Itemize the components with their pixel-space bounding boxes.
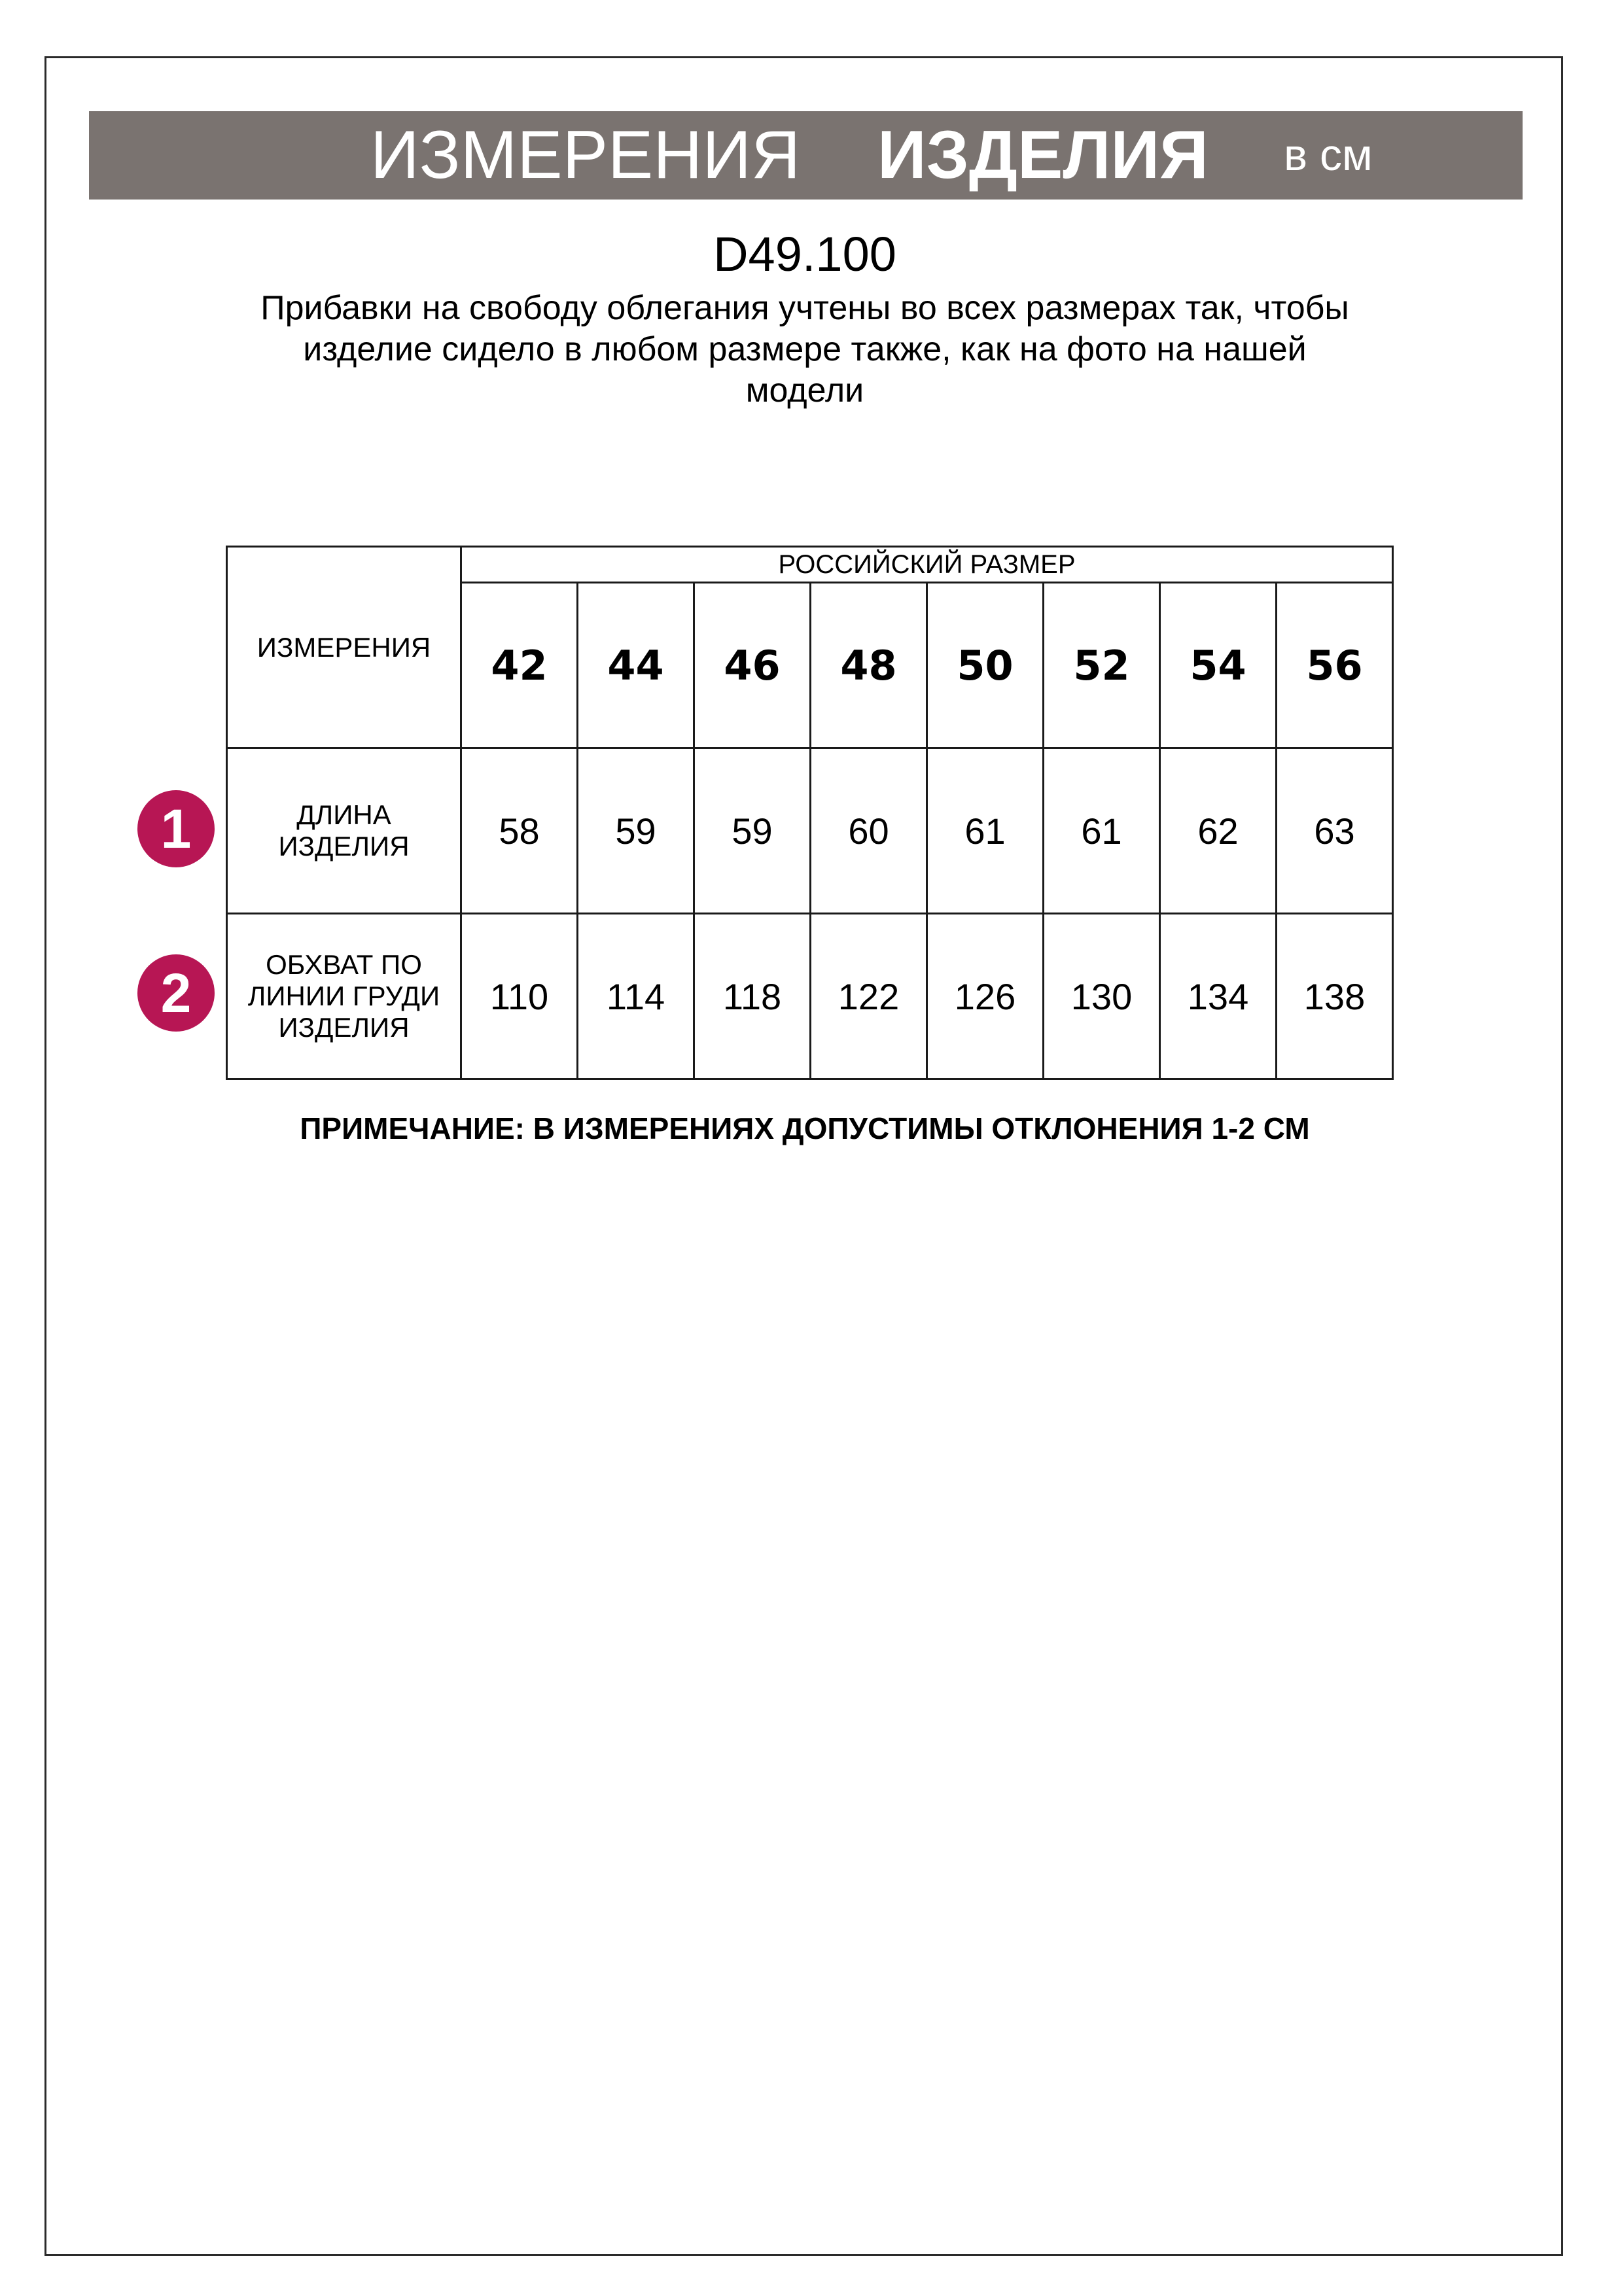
- header-title-regular: ИЗМЕРЕНИЯ: [370, 117, 801, 193]
- size-header: 44: [578, 583, 694, 748]
- intro-line: модели: [745, 372, 864, 409]
- intro-line: Прибавки на свободу облегания учтены во всех размерах так, чтобы: [260, 289, 1349, 327]
- table-cell: 59: [578, 748, 694, 914]
- size-header: 52: [1044, 583, 1160, 748]
- table-cell: 138: [1277, 914, 1393, 1079]
- row-label-line: ЛИНИИ ГРУДИ: [247, 981, 440, 1011]
- row-label-line: ИЗДЕЛИЯ: [278, 1012, 410, 1043]
- size-table: [226, 546, 1394, 1080]
- intro-text: [216, 288, 1394, 411]
- table-cell: 59: [694, 748, 811, 914]
- size-header: 50: [927, 583, 1044, 748]
- table-cell: 61: [1044, 748, 1160, 914]
- table-cell: 114: [578, 914, 694, 1079]
- row-label-chest: [227, 914, 461, 1079]
- table-cell: 60: [811, 748, 927, 914]
- size-group-header: РОССИЙСКИЙ РАЗМЕР: [461, 547, 1393, 583]
- marker-1-badge: 1: [137, 790, 215, 867]
- table-cell: 62: [1160, 748, 1277, 914]
- article-number: D49.100: [713, 227, 896, 281]
- row-label-length: [227, 748, 461, 914]
- header-bar: [89, 111, 1523, 200]
- table-cell: 118: [694, 914, 811, 1079]
- measurements-header: ИЗМЕРЕНИЯ: [227, 547, 461, 748]
- table-row-length: [227, 748, 1393, 914]
- table-cell: 58: [461, 748, 578, 914]
- size-header: 42: [461, 583, 578, 748]
- table-cell: 122: [811, 914, 927, 1079]
- row-label-line: ИЗДЕЛИЯ: [278, 831, 410, 861]
- table-cell: 134: [1160, 914, 1277, 1079]
- row-label-line: ОБХВАТ ПО: [266, 949, 422, 980]
- size-header: 46: [694, 583, 811, 748]
- row-label-line: ДЛИНА: [296, 799, 391, 830]
- table-cell: 126: [927, 914, 1044, 1079]
- header-unit: в см: [1284, 130, 1373, 180]
- header-title-bold: ИЗДЕЛИЯ: [877, 117, 1209, 193]
- table-header-row: [227, 547, 1393, 583]
- marker-2-badge: 2: [137, 954, 215, 1032]
- table-cell: 110: [461, 914, 578, 1079]
- size-header: 56: [1277, 583, 1393, 748]
- table-cell: 130: [1044, 914, 1160, 1079]
- size-header: 54: [1160, 583, 1277, 748]
- intro-line: изделие сидело в любом размере также, как на фото на нашей: [303, 330, 1307, 368]
- table-cell: 61: [927, 748, 1044, 914]
- table-cell: 63: [1277, 748, 1393, 914]
- note-text: ПРИМЕЧАНИЕ: В ИЗМЕРЕНИЯХ ДОПУСТИМЫ ОТКЛОНЕНИЯ 1-2 СМ: [300, 1111, 1310, 1145]
- size-header: 48: [811, 583, 927, 748]
- table-row-chest: [227, 914, 1393, 1079]
